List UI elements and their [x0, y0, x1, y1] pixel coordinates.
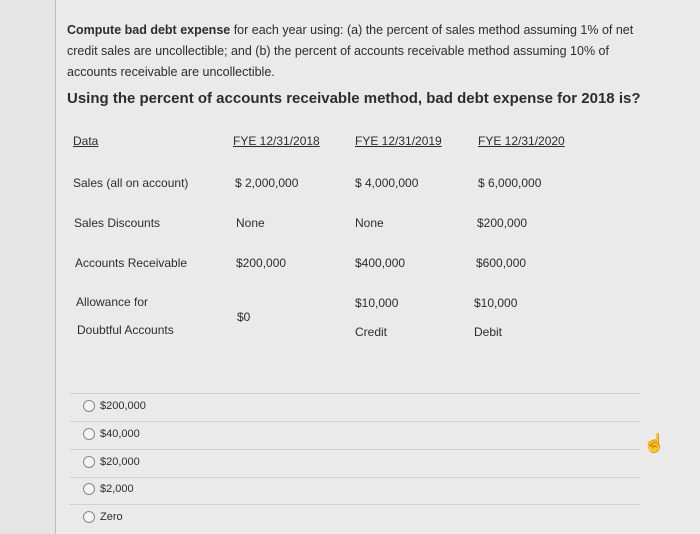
cell: $200,000 — [236, 256, 287, 270]
divider — [70, 504, 640, 505]
intro-text: for each year using: (a) the percent of sales method assuming 1% of net credit sales are uncollectible; and (b) the percent of accounts receivable method assuming 10% of accounts receivable are uncollectible. — [67, 23, 634, 79]
hand-cursor-icon: ☝ — [643, 433, 666, 453]
radio-icon[interactable] — [83, 456, 95, 468]
cell: $0 — [237, 310, 251, 324]
option-label: $200,000 — [100, 400, 146, 412]
divider — [70, 393, 640, 394]
question-text: Using the percent of accounts receivable method, bad debt expense for 2018 is? — [67, 90, 641, 107]
row-label: Accounts Receivable — [75, 256, 188, 270]
option-label: $2,000 — [100, 483, 134, 495]
header-2018: FYE 12/31/2018 — [233, 134, 320, 148]
option-200000[interactable] — [83, 400, 146, 412]
cell: $10,000 — [474, 296, 518, 310]
option-label: Zero — [100, 511, 123, 523]
option-label: $20,000 — [100, 456, 140, 468]
divider — [70, 421, 640, 422]
radio-icon[interactable] — [83, 428, 95, 440]
cell: $ 4,000,000 — [355, 176, 419, 190]
option-20000[interactable] — [83, 456, 140, 468]
row-label: Sales Discounts — [74, 216, 161, 230]
cell: $200,000 — [477, 216, 528, 230]
option-label: $40,000 — [100, 428, 140, 440]
radio-icon[interactable] — [83, 400, 95, 412]
option-2000[interactable] — [83, 483, 134, 495]
cell: $600,000 — [476, 256, 527, 270]
header-data: Data — [73, 134, 99, 148]
cell: None — [236, 216, 265, 230]
radio-icon[interactable] — [83, 511, 95, 523]
row-label: Sales (all on account) — [73, 176, 189, 190]
divider — [70, 477, 640, 478]
cell: $400,000 — [355, 256, 406, 270]
cell: None — [355, 216, 384, 230]
header-2019: FYE 12/31/2019 — [355, 134, 442, 148]
cell-sub: Credit — [355, 325, 388, 339]
cell: $ 2,000,000 — [235, 176, 299, 190]
cell: $ 6,000,000 — [478, 176, 542, 190]
cell-sub: Debit — [474, 325, 503, 339]
radio-icon[interactable] — [83, 483, 95, 495]
cell: $10,000 — [355, 296, 399, 310]
intro-bold: Compute bad debt expense — [67, 23, 231, 37]
question-intro — [67, 20, 657, 83]
row-label-2: Doubtful Accounts — [77, 323, 174, 337]
option-zero[interactable] — [83, 511, 123, 523]
divider — [70, 449, 640, 450]
row-label: Allowance for — [76, 295, 149, 309]
option-40000[interactable] — [83, 428, 140, 440]
header-2020: FYE 12/31/2020 — [478, 134, 565, 148]
